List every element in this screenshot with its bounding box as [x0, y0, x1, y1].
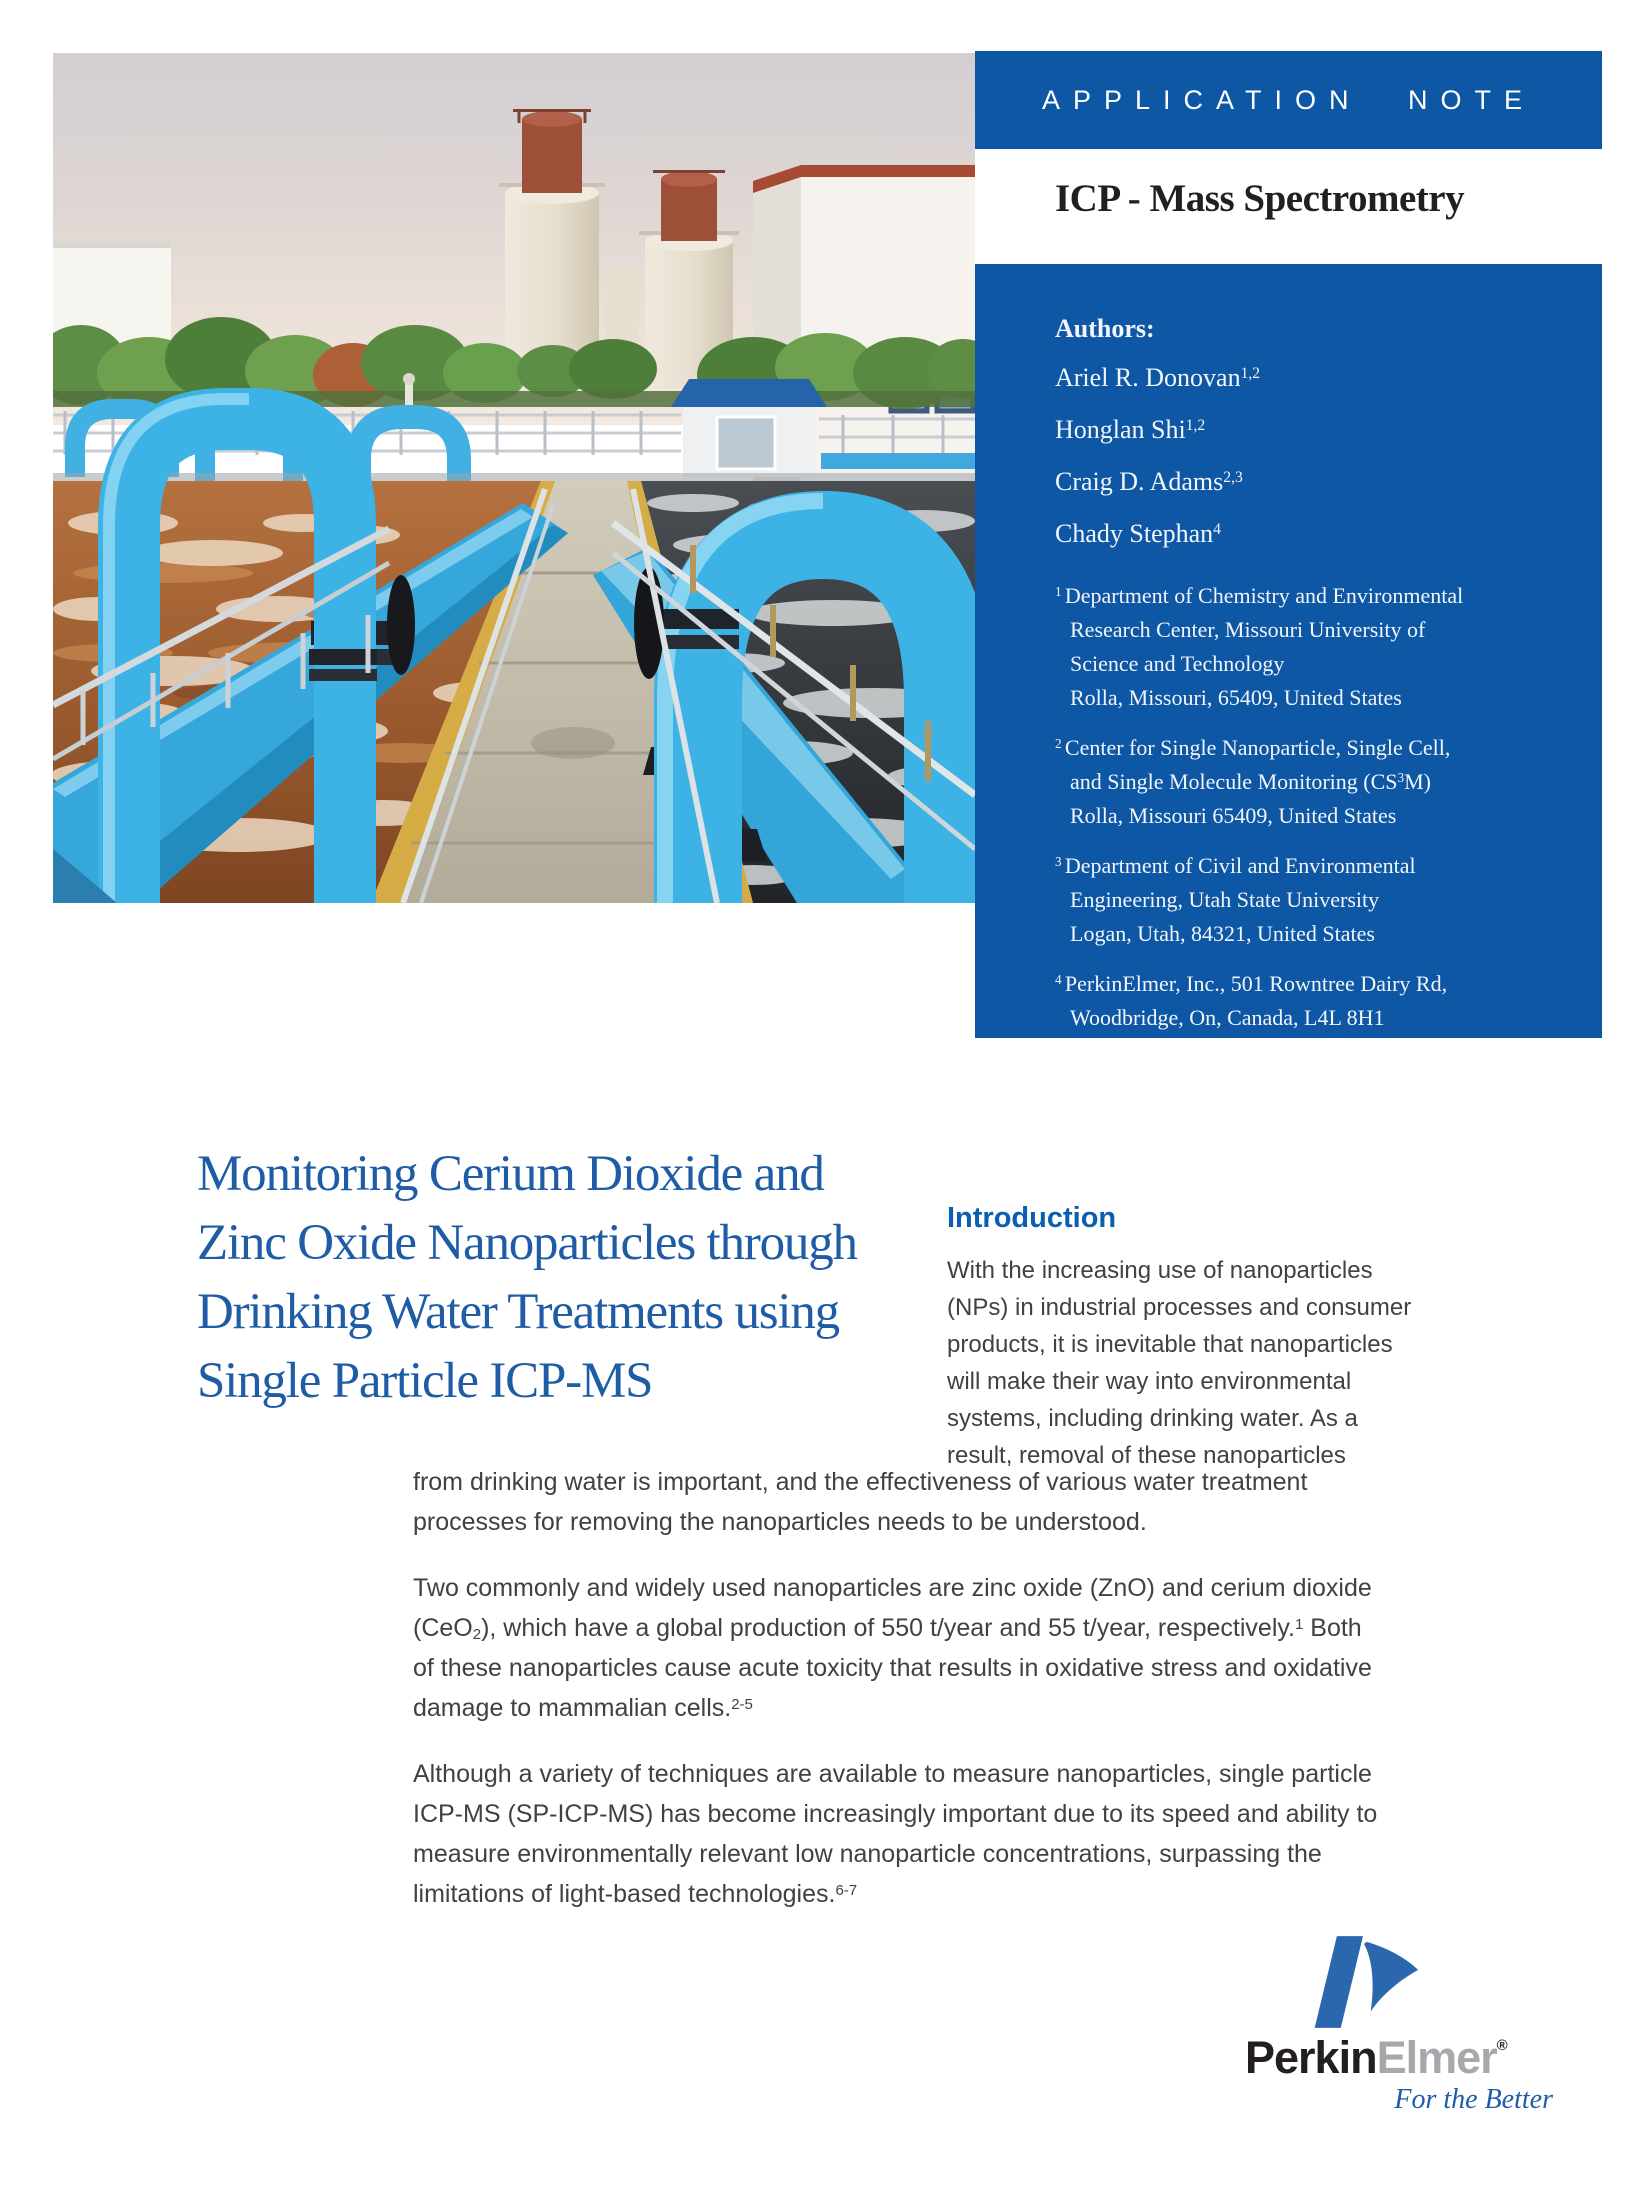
body-line: of these nanoparticles cause acute toxicity that results in oxidative stress and oxidative	[413, 1654, 1372, 1682]
body-line: Although a variety of techniques are available to measure nanoparticles, single particle	[413, 1760, 1372, 1788]
intro-line: will make their way into environmental	[947, 1368, 1352, 1395]
category-title: ICP - Mass Spectrometry	[1055, 177, 1465, 220]
affiliation	[1055, 731, 1556, 833]
perkinelmer-logo	[1245, 1936, 1557, 2116]
intro-line: With the increasing use of nanoparticles	[947, 1257, 1373, 1284]
affil-line: and Single Molecule Monitoring $(CS^3M)$	[1070, 769, 1432, 794]
introduction-column	[947, 1252, 1412, 1474]
brand-perkin: Perkin	[1245, 2032, 1377, 2083]
body-line: damage to mammalian cells.$^{2-5}$	[413, 1694, 753, 1722]
body-line: from drinking water is important, and the effectiveness of various water treatment	[413, 1468, 1308, 1496]
water-treatment-plant-photo	[53, 53, 975, 903]
author-line: Ariel R. Donovan$^{1,2}$	[1055, 363, 1261, 392]
authors-panel	[975, 264, 1602, 1038]
affil-line: $^2$ Center for Single Nanoparticle, Single Cell,	[1055, 735, 1451, 760]
title-line: Zinc Oxide Nanoparticles through	[197, 1215, 857, 1271]
affil-line: Rolla, Missouri, 65409, United States	[1070, 685, 1402, 710]
affil-line: Engineering, Utah State University	[1070, 887, 1380, 912]
authors-list	[1055, 362, 1556, 549]
application-note-band	[975, 51, 1602, 149]
affil-line: Logan, Utah, 84321, United States	[1070, 921, 1375, 946]
title-line: Drinking Water Treatments using	[197, 1284, 839, 1340]
registered-mark: ®	[1496, 2036, 1508, 2054]
body-line: processes for removing the nanoparticles needs to be understood.	[413, 1508, 1147, 1536]
body-paragraphs	[413, 1462, 1393, 1940]
intro-line: products, it is inevitable that nanoparticles	[947, 1331, 1393, 1358]
title-line: Single Particle ICP-MS	[197, 1353, 653, 1409]
author-line: Honglan Shi$^{1,2}$	[1055, 415, 1206, 444]
perkinelmer-wordmark	[1245, 2032, 1557, 2084]
affil-line: $^4$ PerkinElmer, Inc., 501 Rowntree Dairy Rd,	[1055, 971, 1448, 996]
body-line: Two commonly and widely used nanoparticles are zinc oxide (ZnO) and cerium dioxide	[413, 1574, 1372, 1602]
affil-line: $^1$ Department of Chemistry and Environmental	[1055, 583, 1464, 608]
paragraph	[413, 1754, 1393, 1914]
body-line: limitations of light-based technologies.$^{6-7}$	[413, 1880, 858, 1908]
affil-line: Research Center, Missouri University of	[1070, 617, 1426, 642]
introduction-section	[947, 1202, 1412, 1474]
intro-line: result, removal of these nanoparticles	[947, 1442, 1346, 1469]
author-line: Craig D. Adams$^{2,3}$	[1055, 467, 1243, 496]
affil-line: Rolla, Missouri 65409, United States	[1070, 803, 1397, 828]
affiliations-list	[1055, 579, 1556, 1035]
authors-heading: Authors:	[1055, 314, 1155, 343]
affil-line: $^3$ Department of Civil and Environmental	[1055, 853, 1416, 878]
paragraph	[413, 1462, 1393, 1542]
author-line: Chady Stephan$^4$	[1055, 519, 1221, 548]
brand-elmer: Elmer	[1376, 2032, 1497, 2083]
perkinelmer-mark-icon	[1305, 1936, 1421, 2028]
body-line: measure environmentally relevant low nanoparticle concentrations, surpassing the	[413, 1840, 1322, 1868]
affil-line: Science and Technology	[1070, 651, 1285, 676]
logo-tagline: For the Better	[1394, 2084, 1553, 2115]
affiliation	[1055, 579, 1556, 715]
guard-house	[671, 379, 827, 477]
title-line: Monitoring Cerium Dioxide and	[197, 1146, 824, 1202]
body-line: ICP-MS (SP-ICP-MS) has become increasingly important due to its speed and ability to	[413, 1800, 1378, 1828]
intro-line: (NPs) in industrial processes and consumer	[947, 1294, 1412, 1321]
affiliation	[1055, 849, 1556, 951]
introduction-heading: Introduction	[947, 1202, 1117, 1234]
paragraph	[413, 1568, 1393, 1728]
article-title	[197, 1140, 857, 1416]
body-line: (CeO$_2$), which have a global production of 550 t/year and 55 t/year, respectively.$^1$ Both	[413, 1614, 1362, 1644]
application-note-label: APPLICATION NOTE	[1041, 84, 1536, 115]
affiliation	[1055, 967, 1556, 1035]
affil-line: Woodbridge, On, Canada, L4L 8H1	[1070, 1005, 1385, 1030]
lamp-cap	[403, 373, 415, 385]
intro-line: systems, including drinking water. As a	[947, 1405, 1358, 1432]
